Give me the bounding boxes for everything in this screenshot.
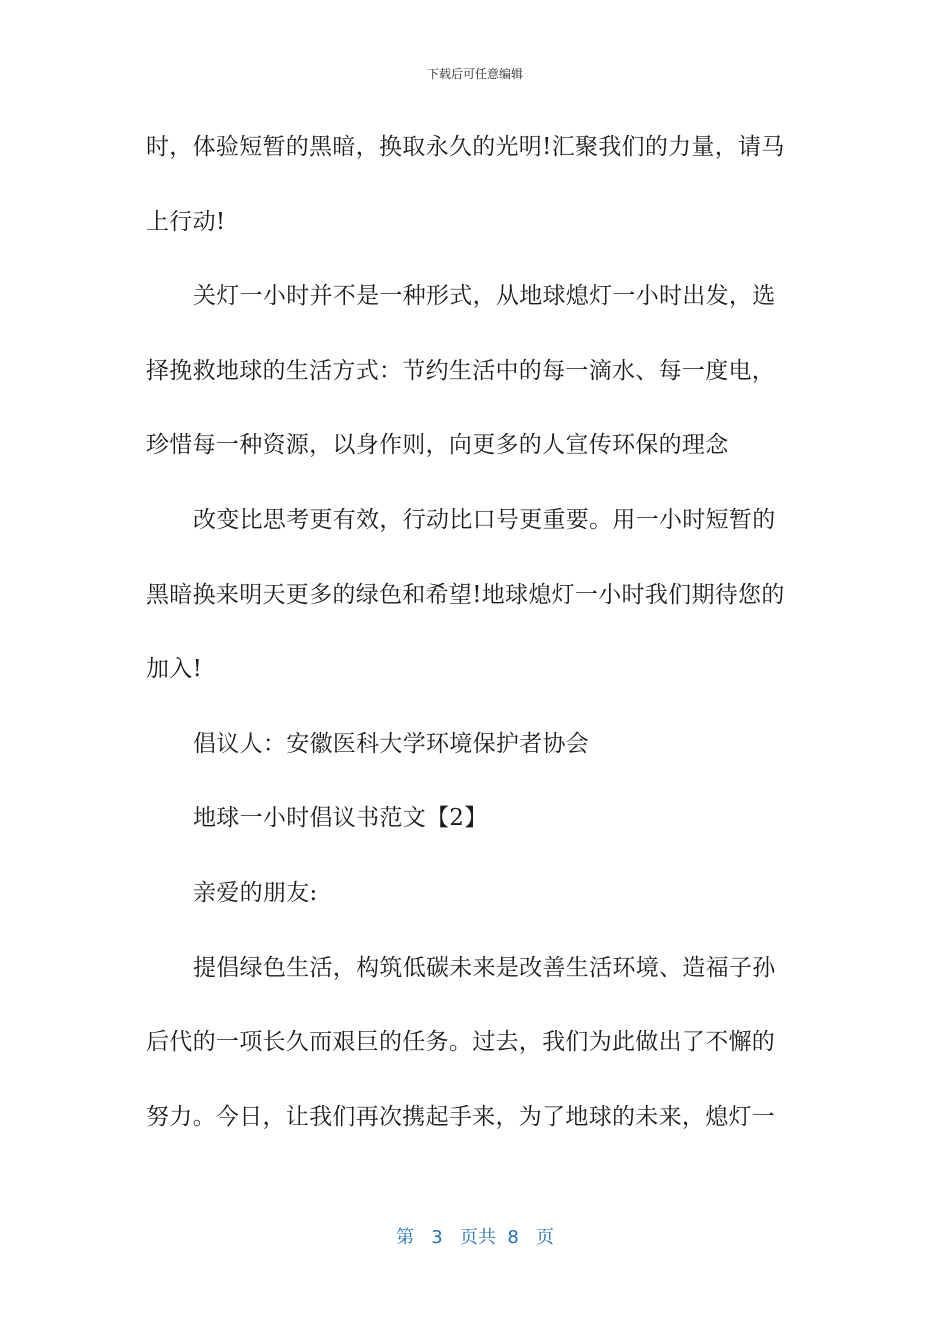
page-header: 下载后可任意编辑 <box>426 67 523 81</box>
text-line-1: 时，体验短暂的黑暗，换取永久的光明!汇聚我们的力量，请马 <box>146 134 785 160</box>
text-line-2: 上行动! <box>146 208 226 235</box>
text-line-9: 倡议人：安徽医科大学环境保护者协会 <box>193 730 590 757</box>
text-line-13: 后代的一项长久而艰巨的任务。过去，我们为此做出了不懈的 <box>146 1029 776 1056</box>
text-line-5: 珍惜每一种资源，以身作则，向更多的人宣传环保的理念 <box>146 432 729 459</box>
footer-label-page: 第 <box>396 1227 415 1248</box>
text-line-12: 提倡绿色生活，构筑低碳未来是改善生活环境、造福子孙 <box>193 954 776 981</box>
text-line-7: 黑暗换来明天更多的绿色和希望!地球熄灯一小时我们期待您的 <box>146 581 785 608</box>
page-footer <box>0 1226 950 1250</box>
footer-label-total: 页共 <box>459 1227 496 1248</box>
text-line-14: 努力。今日，让我们再次携起手来，为了地球的未来，熄灯一 <box>146 1103 776 1130</box>
footer-label-end: 页 <box>535 1227 554 1248</box>
text-line-3: 关灯一小时并不是一种形式，从地球熄灯一小时出发，选 <box>193 283 776 310</box>
section-heading: 地球一小时倡议书范文【2】 <box>193 805 488 832</box>
text-line-8: 加入! <box>146 656 203 683</box>
text-line-4: 择挽救地球的生活方式：节约生活中的每一滴水、每一度电， <box>146 357 776 384</box>
text-line-6: 改变比思考更有效，行动比口号更重要。用一小时短暂的 <box>193 506 776 533</box>
document-body <box>146 124 806 1168</box>
footer-current-page: 3 <box>431 1227 443 1248</box>
footer-total-pages: 8 <box>507 1227 519 1248</box>
salutation: 亲爱的朋友: <box>193 879 318 906</box>
